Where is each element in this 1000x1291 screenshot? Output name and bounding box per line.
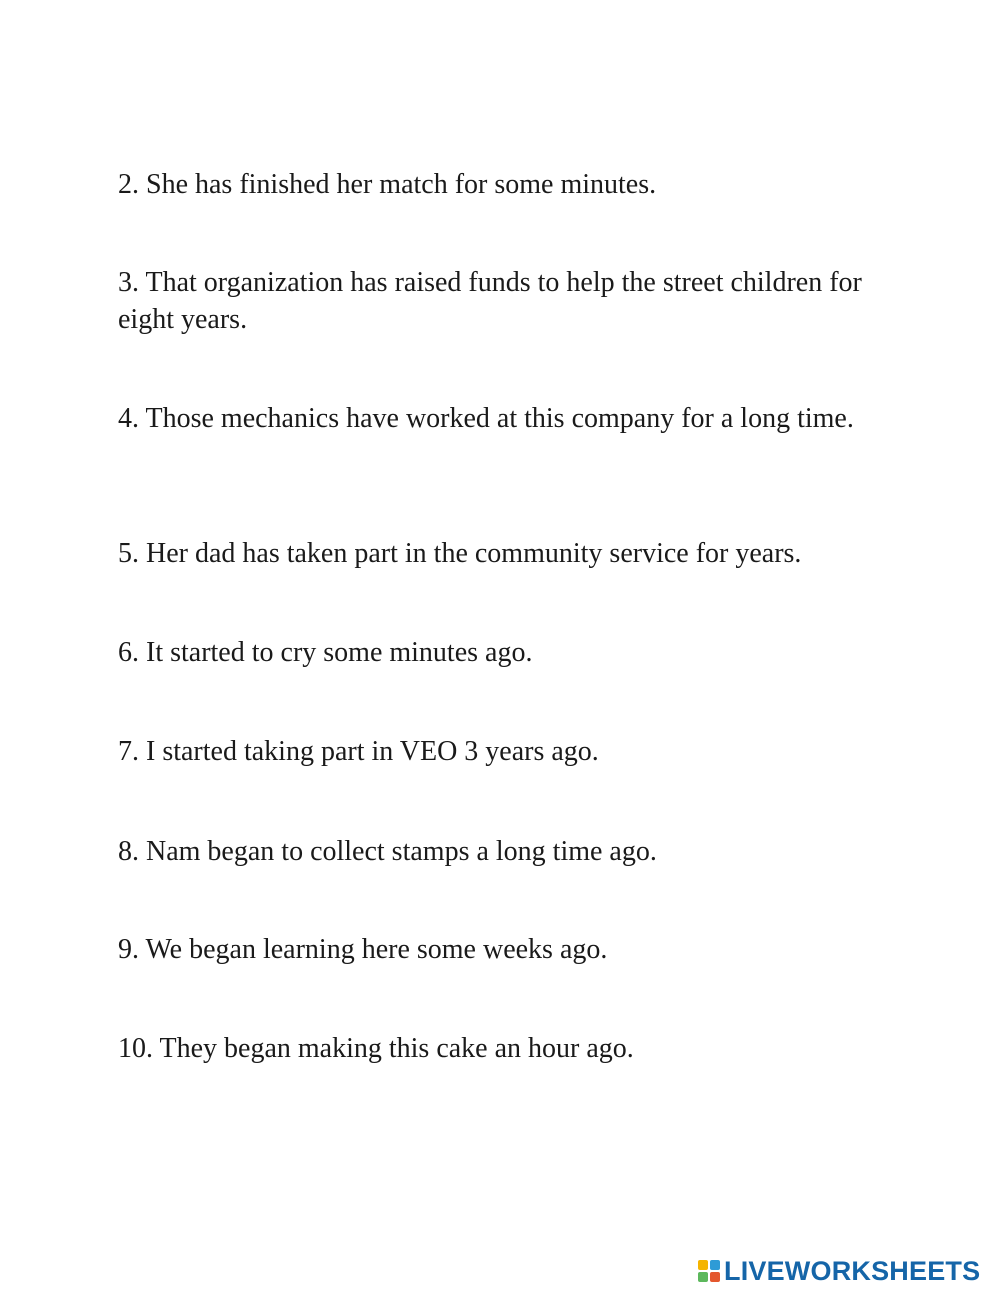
sentence-5: 5. Her dad has taken part in the community service for years. xyxy=(118,538,802,569)
logo-square-4 xyxy=(710,1272,720,1282)
sentence-2: 2. She has finished her match for some minutes. xyxy=(118,169,657,200)
sentence-4: 4. Those mechanics have worked at this company for a long time. xyxy=(118,403,854,434)
logo-square-3 xyxy=(698,1272,708,1282)
sentence-7: 7. I started taking part in VEO 3 years ago. xyxy=(118,736,599,767)
sentence-6: 6. It started to cry some minutes ago. xyxy=(118,637,533,668)
sentence-3: 3. That organization has raised funds to help the street children for eight years. xyxy=(118,267,862,335)
liveworksheets-logo-icon xyxy=(698,1260,720,1282)
logo-square-1 xyxy=(698,1260,708,1270)
liveworksheets-branding xyxy=(698,1256,980,1286)
logo-square-2 xyxy=(710,1260,720,1270)
sentence-9: 9. We began learning here some weeks ago. xyxy=(118,934,608,965)
brand-name: LIVEWORKSHEETS xyxy=(724,1256,981,1286)
sentence-10: 10. They began making this cake an hour ago. xyxy=(118,1033,634,1064)
sentence-8: 8. Nam began to collect stamps a long time ago. xyxy=(118,836,657,867)
